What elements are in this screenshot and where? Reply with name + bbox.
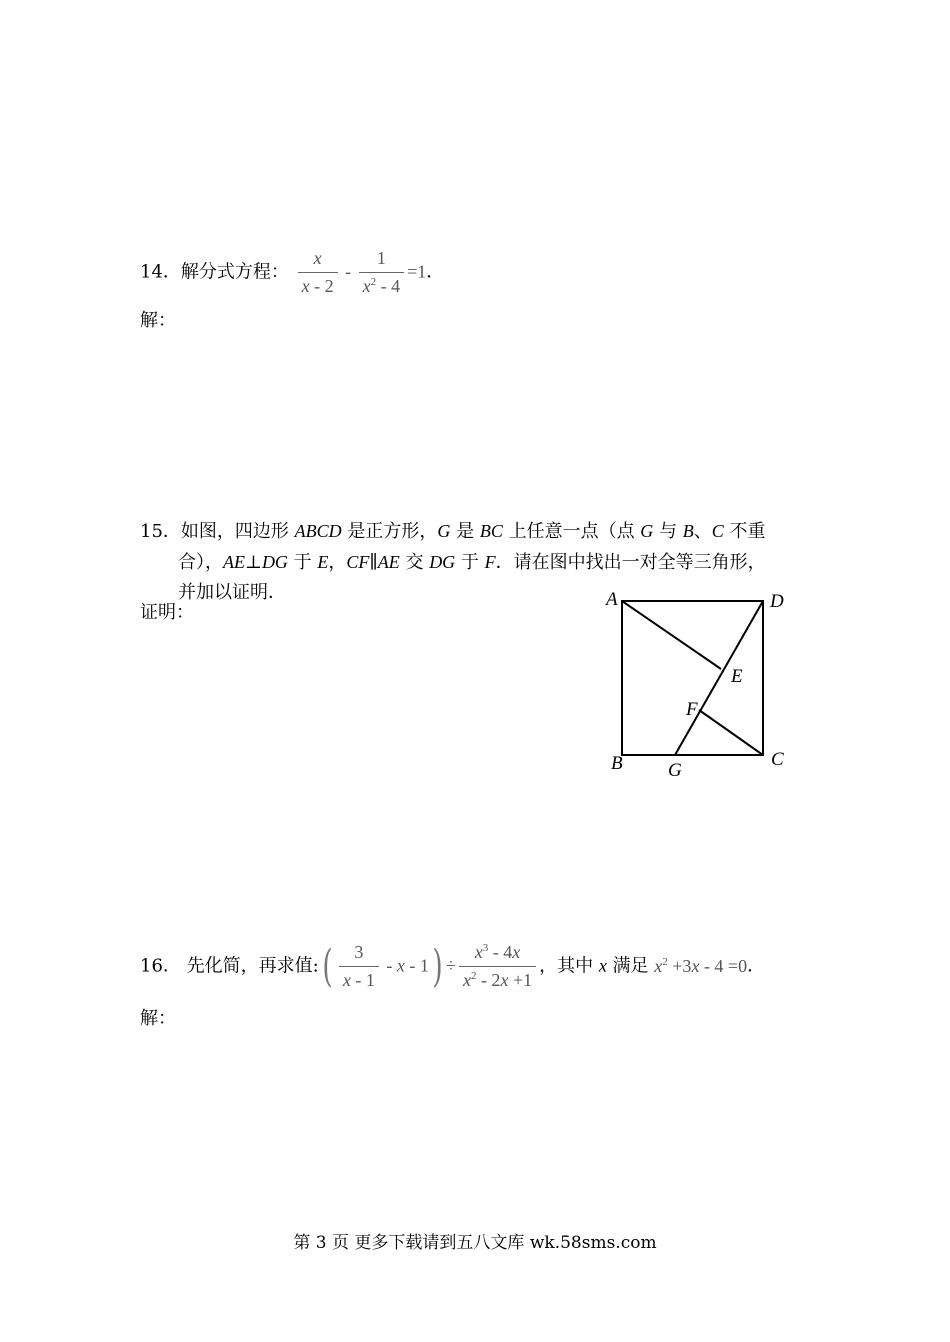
q16-f2-num-var1: x [474, 942, 483, 962]
q15-l1-t2: 是正方形， [341, 521, 438, 542]
q15-l2-t14: ．请在图中找出一对全等三角形， [495, 552, 766, 573]
q15-l2-t9: AE [377, 552, 400, 572]
q16-number: 16． [140, 955, 181, 977]
q15-l1-t3: G [437, 521, 451, 541]
q16-cond-exp: 2 [662, 955, 668, 968]
q15-l2-t11: DG [429, 552, 456, 572]
q16-f2-den-rest: +1 [508, 970, 533, 990]
q15-l1-t1: ABCD [294, 521, 342, 541]
q16-answer-label: 解： [140, 1008, 176, 1029]
q15-line-3: 并加以证明． [178, 582, 286, 603]
q15-l1-t9: B [682, 521, 694, 541]
label-e: E [731, 666, 743, 687]
q16-mx-2: - 1 [404, 955, 429, 976]
q14-frac1-den-var: x [301, 276, 310, 296]
q15-l1-t7: G [640, 521, 654, 541]
q14-period: ． [426, 261, 445, 283]
q14-answer-label: 解： [140, 310, 176, 331]
q15-proof-label: 证明： [140, 602, 194, 623]
q15-l2-t4: 于 [287, 552, 318, 573]
q15-l2-t7: CF [346, 552, 370, 572]
q15-l1-t4: 是 [450, 521, 480, 542]
q14-number: 14． [140, 261, 181, 283]
q16-f2-den-mid: - 2 [476, 970, 501, 990]
q15-l1-t8: 与 [653, 521, 683, 542]
q15-l2-t5: E [317, 552, 329, 572]
q15-l1-t11: C [711, 521, 724, 541]
q15-l2-t6: ， [328, 552, 347, 573]
q15-l1-t5: BC [479, 521, 503, 541]
q15-l2-t13: F [484, 552, 496, 572]
q14-prompt: 解分式方程： [180, 261, 289, 283]
q14-frac2-den-rest: - 4 [376, 276, 401, 296]
q14-frac2-num: 1 [376, 248, 386, 268]
q15-line-1 [140, 516, 766, 547]
q15-line-2 [140, 547, 766, 578]
q14-equals: =1 [407, 261, 427, 282]
q15-l2-t2: ⊥ [245, 552, 262, 573]
q16-f1-den-var: x [342, 970, 351, 990]
segment-cf [699, 710, 763, 755]
label-g: G [668, 760, 682, 781]
q16-fraction-1 [339, 942, 379, 991]
square-figure [600, 585, 800, 785]
q16-mx-1: x [396, 955, 405, 976]
q16-f2-num-rest: - 4 [488, 942, 513, 962]
q15-l2-t3: DG [261, 552, 288, 572]
label-d: D [770, 591, 784, 612]
q16-cond-word: 满足 [606, 955, 655, 977]
q15-l2-t8: ∥ [369, 552, 378, 573]
q16-condition-eq [654, 956, 747, 976]
q15-l1-t10: 、 [693, 521, 712, 542]
q15-l2-t12: 于 [455, 552, 485, 573]
q16-period: ． [747, 955, 766, 977]
q16-minus-x1 [382, 956, 429, 976]
q16-prompt: 先化简，再求值: [180, 955, 319, 977]
q16-cond-rest: - 4 =0 [699, 955, 748, 976]
label-a: A [606, 589, 618, 610]
label-b: B [611, 753, 623, 774]
q14-line [140, 248, 444, 297]
q14-frac2-den-exp: 2 [370, 276, 377, 288]
q14-frac2-den-var: x [362, 276, 371, 296]
q16-f2-den-var2: x [500, 970, 509, 990]
q14-minus: - [340, 261, 356, 282]
left-paren: ( [322, 940, 333, 992]
q16-f2-den-exp: 2 [470, 970, 477, 982]
label-f: F [686, 699, 698, 720]
q16-cond-prefix: ，其中 [539, 955, 599, 977]
q14-frac1-den-rest: - 2 [309, 276, 334, 296]
q15-l2-t1: AE [223, 552, 245, 572]
q15-l1-t6: 上任意一点（点 [502, 521, 641, 542]
q15-number: 15． [140, 521, 181, 542]
q16-f1-den-rest: - 1 [350, 970, 375, 990]
q15-l1-t0: 如图，四边形 [180, 521, 295, 542]
segment-ae [622, 601, 721, 669]
q16-cond-mid: +3 [667, 955, 692, 976]
right-paren: ) [432, 940, 443, 992]
q16-line [140, 942, 765, 991]
page-footer: 第 3 页 更多下载请到五八文库 wk.58sms.com [293, 1233, 657, 1253]
q14-fraction-2 [359, 248, 405, 297]
q16-divide: ÷ [446, 955, 456, 976]
q16-cond-x: x [654, 955, 663, 976]
q16-cond-x2: x [691, 955, 700, 976]
q16-f2-num-exp: 3 [482, 942, 489, 954]
q16-cond-var: x [598, 955, 607, 976]
q14-fraction-1 [298, 248, 338, 297]
q15-l2-t10: 交 [399, 552, 430, 573]
q16-fraction-2 [459, 942, 536, 991]
label-c: C [771, 749, 784, 770]
q16-f2-num-var2: x [512, 942, 521, 962]
q15-l1-t12: 不重 [723, 521, 766, 542]
q16-mx-0: - [381, 955, 397, 976]
q16-f1-num: 3 [354, 942, 364, 962]
q15-l2-t0: 合）， [178, 552, 223, 573]
segment-dg [675, 601, 763, 755]
q14-frac1-num: x [313, 248, 322, 268]
q16-f2-den-var1: x [462, 970, 471, 990]
